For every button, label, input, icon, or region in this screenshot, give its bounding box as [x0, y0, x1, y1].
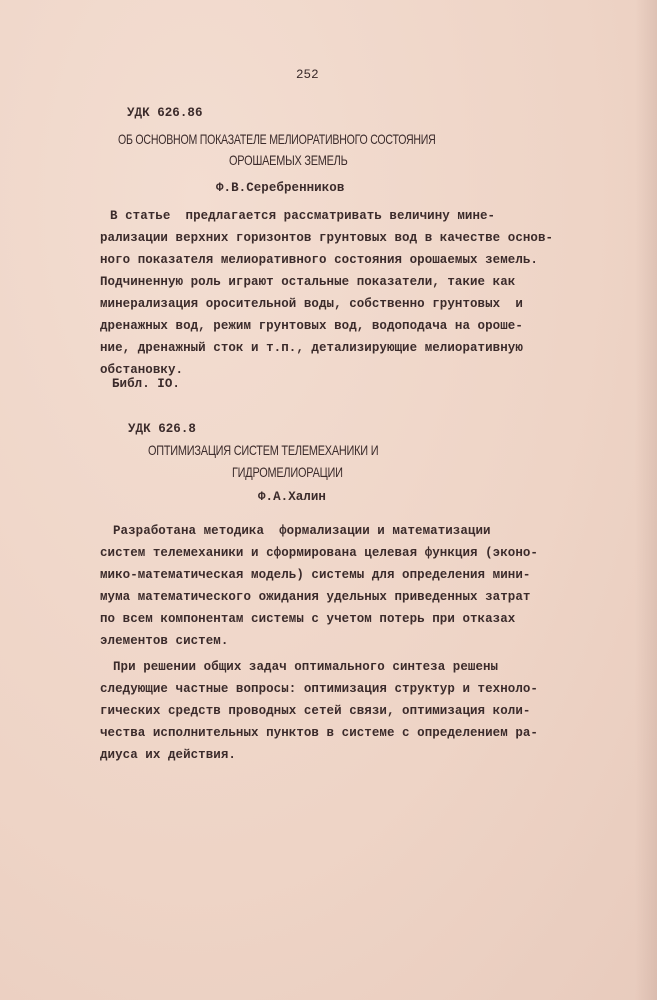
article-2-body-line: При решении общих задач оптимального синтеза решены — [113, 660, 499, 674]
article-1-bibliography: Библ. IO. — [112, 377, 180, 391]
article-1-body-line: дренажных вод, режим грунтовых вод, водоподача на ороше- — [100, 319, 523, 333]
article-1-body-line: минерализация оросительной воды, собственно грунтовых и — [100, 297, 523, 311]
article-1-title-line-2: ОРОШАЕМЫХ ЗЕМЕЛЬ — [229, 152, 348, 168]
article-1-body-line: обстановку. — [100, 363, 184, 377]
article-2-body-line: элементов систем. — [100, 634, 229, 648]
article-2-body-line: чества исполнительных пунктов в системе с определением ра- — [100, 726, 538, 740]
article-2-body-line: Разработана методика формализации и математизации — [113, 524, 491, 538]
article-2-body-line: гических средств проводных сетей связи, оптимизация коли- — [100, 704, 531, 718]
article-1-body-line: рализации верхних горизонтов грунтовых вод в качестве основ- — [100, 231, 554, 245]
article-2-udc: УДК 626.8 — [128, 422, 196, 436]
article-2-title-line-2: ГИДРОМЕЛИОРАЦИИ — [232, 464, 343, 480]
page-edge-shadow — [635, 0, 657, 1000]
article-2-body-line: по всем компонентам системы с учетом потерь при отказах — [100, 612, 516, 626]
article-2-body-line: следующие частные вопросы: оптимизация структур и техноло- — [100, 682, 538, 696]
article-2-title-line-1: ОПТИМИЗАЦИЯ СИСТЕМ ТЕЛЕМЕХАНИКИ И — [148, 442, 379, 458]
article-2-body-line: систем телемеханики и сформирована целевая функция (эконо- — [100, 546, 538, 560]
article-1-title-line-1: ОБ ОСНОВНОМ ПОКАЗАТЕЛЕ МЕЛИОРАТИВНОГО СОСТОЯНИЯ — [118, 131, 436, 147]
page-number: 252 — [296, 68, 319, 82]
article-2-body-line: мума математического ожидания удельных приведенных затрат — [100, 590, 531, 604]
article-1-body-line: В статье предлагается рассматривать величину мине- — [110, 209, 496, 223]
article-1-author: Ф.В.Серебренников — [216, 181, 345, 195]
article-1-body-line: Подчиненную роль играют остальные показатели, такие как — [100, 275, 516, 289]
article-2-author: Ф.А.Халин — [258, 490, 326, 504]
article-1-body-line: ного показателя мелиоративного состояния орошаемых земель. — [100, 253, 538, 267]
article-1-body-line: ние, дренажный сток и т.п., детализирующие мелиоративную — [100, 341, 523, 355]
article-2-body-line: диуса их действия. — [100, 748, 236, 762]
article-2-body-line: мико-математическая модель) системы для определения мини- — [100, 568, 531, 582]
article-1-udc: УДК 626.86 — [127, 106, 203, 120]
